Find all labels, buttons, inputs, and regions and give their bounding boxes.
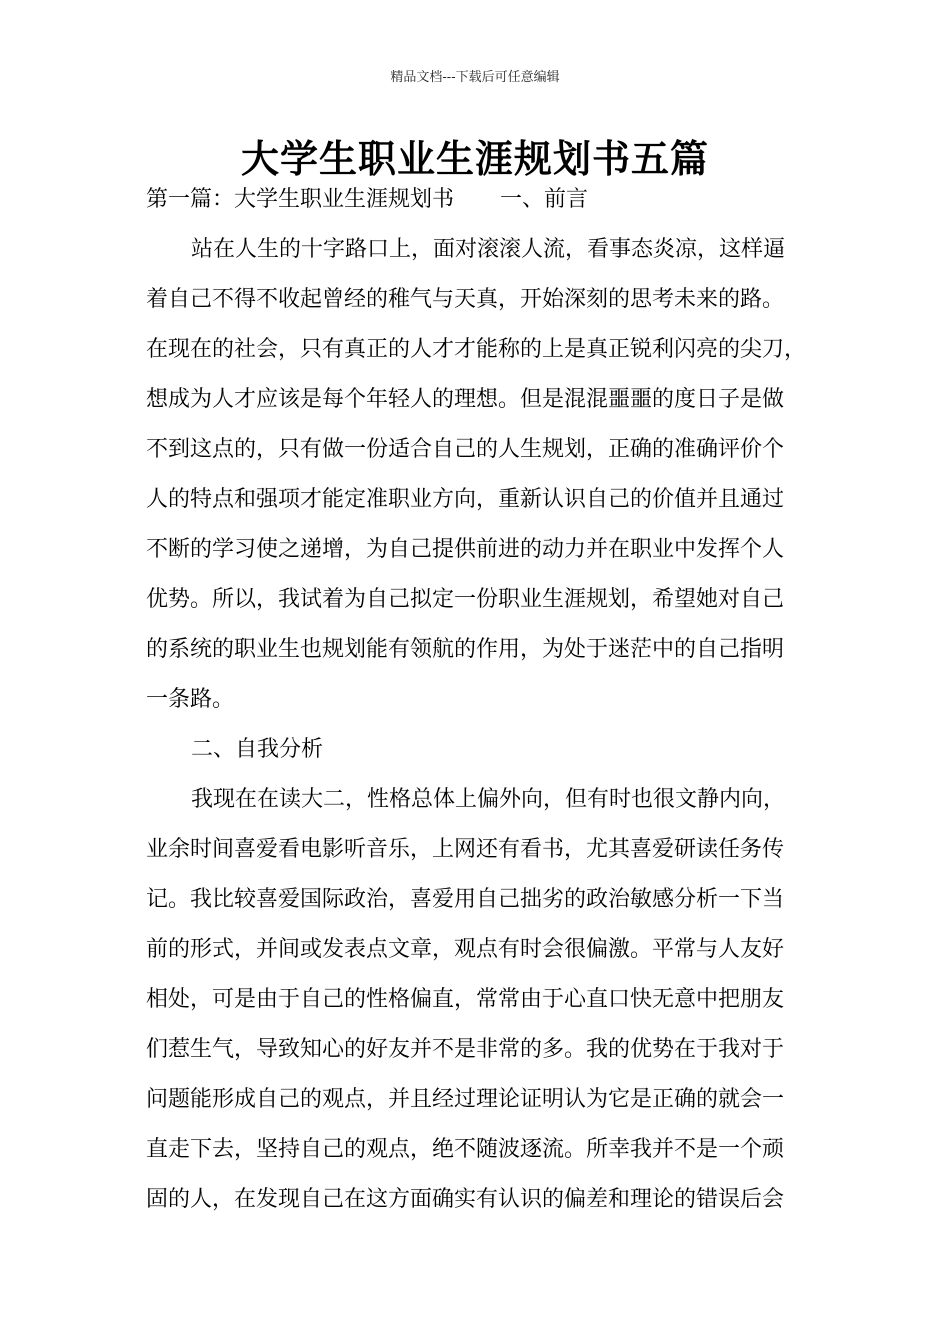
text-line: 优势。所以，我试着为自己拟定一份职业生涯规划，希望她对自己 xyxy=(146,587,785,612)
header-note: 精品文档---下载后可任意编辑 xyxy=(390,70,560,85)
text-line: 不断的学习使之递增，为自己提供前进的动力并在职业中发挥个人 xyxy=(146,537,785,562)
text-line: 相处，可是由于自己的性格偏直，常常由于心直口快无意中把朋友 xyxy=(146,987,785,1012)
text-line: 问题能形成自己的观点，并且经过理论证明认为它是正确的就会一 xyxy=(146,1087,785,1112)
text-line: 人的特点和强项才能定准职业方向，重新认识自己的价值并且通过 xyxy=(146,487,785,512)
text-line: 一条路。 xyxy=(146,687,235,712)
text-line: 想成为人才应该是每个年轻人的理想。但是混混噩噩的度日子是做 xyxy=(146,387,785,412)
text-line: 前的形式，并间或发表点文章，观点有时会很偏激。平常与人友好 xyxy=(146,937,785,962)
text-line: 的系统的职业生也规划能有领航的作用，为处于迷茫中的自己指明 xyxy=(146,637,785,662)
section-heading-self-analysis: 二、自我分析 xyxy=(191,737,324,762)
text-line: 我现在在读大二，性格总体上偏外向，但有时也很文静内向， xyxy=(191,787,786,812)
part-heading: 第一篇：大学生职业生涯规划书 xyxy=(146,187,455,212)
text-line: 着自己不得不收起曾经的稚气与天真，开始深刻的思考未来的路。 xyxy=(146,287,785,312)
text-line: 业余时间喜爱看电影听音乐，上网还有看书，尤其喜爱研读任务传 xyxy=(146,837,785,862)
subtitle-line xyxy=(146,184,588,216)
text-line: 固的人，在发现自己在这方面确实有认识的偏差和理论的错误后会 xyxy=(146,1187,785,1212)
text-line: 们惹生气，导致知心的好友并不是非常的多。我的优势在于我对于 xyxy=(146,1037,785,1062)
text-line: 记。我比较喜爱国际政治，喜爱用自己拙劣的政治敏感分析一下当 xyxy=(146,887,785,912)
section-heading-preface: 一、前言 xyxy=(500,187,589,212)
text-line: 直走下去，坚持自己的观点，绝不随波逐流。所幸我并不是一个顽 xyxy=(146,1137,785,1162)
document-title: 大学生职业生涯规划书五篇 xyxy=(240,137,709,181)
text-line: 不到这点的，只有做一份适合自己的人生规划，正确的准确评价个 xyxy=(146,437,785,462)
text-line: 站在人生的十字路口上，面对滚滚人流，看事态炎凉，这样逼 xyxy=(191,237,786,262)
text-line: 在现在的社会，只有真正的人才才能称的上是真正锐利闪亮的尖刀， xyxy=(146,337,807,362)
